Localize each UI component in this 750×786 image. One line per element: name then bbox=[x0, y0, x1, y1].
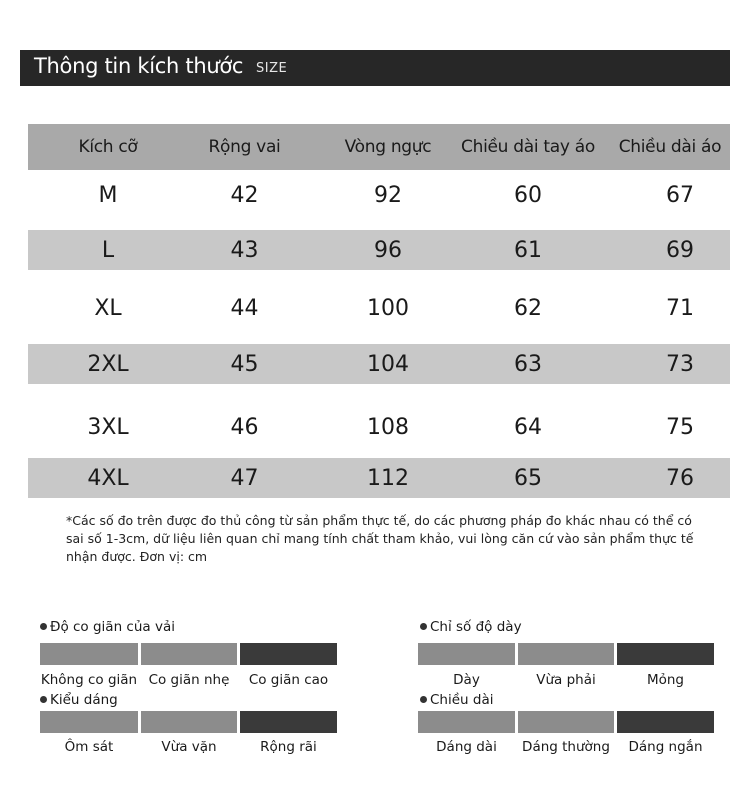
thickness-option-label: Dày bbox=[453, 672, 480, 688]
table-header-row bbox=[28, 124, 730, 170]
cell-shoulder: 42 bbox=[230, 182, 259, 208]
table-row bbox=[28, 403, 730, 451]
stretch-segment-1 bbox=[40, 643, 138, 665]
cell-size: 3XL bbox=[87, 414, 129, 440]
cell-chest: 104 bbox=[367, 351, 409, 377]
header-cell-sleeve: Chiều dài tay áo bbox=[461, 137, 595, 157]
cell-shoulder: 44 bbox=[230, 295, 259, 321]
fit-option-label: Vừa vặn bbox=[161, 739, 217, 755]
cell-chest: 112 bbox=[367, 465, 409, 491]
cell-size: XL bbox=[94, 295, 122, 321]
cell-shoulder: 47 bbox=[230, 465, 259, 491]
fit-segment-2 bbox=[141, 711, 237, 733]
cell-size: 2XL bbox=[87, 351, 129, 377]
cell-sleeve: 62 bbox=[514, 295, 542, 321]
bullet-icon bbox=[420, 623, 427, 630]
cell-sleeve: 61 bbox=[514, 237, 542, 263]
fit-segment-3 bbox=[240, 711, 337, 733]
thickness-title: Chỉ số độ dày bbox=[420, 619, 522, 635]
stretch-option-label: Không co giãn bbox=[40, 672, 138, 688]
length-segment-2 bbox=[518, 711, 614, 733]
cell-length: 76 bbox=[666, 465, 694, 491]
length-option-label: Dáng ngắn bbox=[628, 739, 703, 755]
table-row bbox=[28, 344, 730, 384]
bullet-icon bbox=[40, 696, 47, 703]
header-cell-size: Kích cỡ bbox=[78, 137, 138, 157]
header-bar bbox=[20, 50, 730, 86]
cell-sleeve: 60 bbox=[514, 182, 542, 208]
cell-size: L bbox=[101, 237, 115, 263]
cell-size: M bbox=[98, 182, 118, 208]
length-option-label: Dáng dài bbox=[436, 739, 497, 755]
cell-length: 69 bbox=[666, 237, 694, 263]
thickness-segment-1 bbox=[418, 643, 515, 665]
table-row bbox=[28, 230, 730, 270]
thickness-segment-2 bbox=[518, 643, 614, 665]
cell-sleeve: 63 bbox=[514, 351, 542, 377]
cell-chest: 92 bbox=[374, 182, 402, 208]
header-cell-chest: Vòng ngực bbox=[344, 137, 432, 157]
cell-shoulder: 45 bbox=[230, 351, 259, 377]
bullet-icon bbox=[40, 623, 47, 630]
cell-chest: 100 bbox=[367, 295, 409, 321]
fit-option-label: Ôm sát bbox=[64, 739, 114, 755]
stretch-option-label: Co giãn cao bbox=[248, 672, 329, 688]
cell-length: 71 bbox=[666, 295, 694, 321]
fit-segment-1 bbox=[40, 711, 138, 733]
fit-title: Kiểu dáng bbox=[40, 692, 118, 708]
length-option-label: Dáng thường bbox=[522, 739, 610, 755]
cell-length: 73 bbox=[666, 351, 694, 377]
table-row bbox=[28, 458, 730, 498]
length-title: Chiều dài bbox=[420, 692, 493, 708]
cell-shoulder: 43 bbox=[230, 237, 259, 263]
cell-size: 4XL bbox=[87, 465, 129, 491]
fit-option-label: Rộng rãi bbox=[260, 739, 317, 755]
measurement-note: *Các số đo trên được đo thủ công từ sản phẩm thực tế, do các phương pháp đo khác nhau có thể có sai số 1-3cm, dữ liệu liên quan chỉ mang tính chất tham khảo, vui lòng căn cứ vào sản phẩm thực tế nhận được. Đơn vị: cm bbox=[66, 513, 694, 564]
thickness-option-label: Vừa phải bbox=[536, 672, 596, 688]
cell-sleeve: 65 bbox=[514, 465, 542, 491]
cell-chest: 108 bbox=[367, 414, 409, 440]
bullet-icon bbox=[420, 696, 427, 703]
cell-length: 67 bbox=[666, 182, 694, 208]
stretch-segment-3 bbox=[240, 643, 337, 665]
stretch-title: Độ co giãn của vải bbox=[40, 619, 175, 635]
page-subtitle: SIZE bbox=[256, 61, 288, 76]
table-row bbox=[28, 284, 730, 332]
thickness-segment-3 bbox=[617, 643, 714, 665]
table-row bbox=[28, 171, 730, 219]
cell-length: 75 bbox=[666, 414, 694, 440]
length-segment-3 bbox=[617, 711, 714, 733]
cell-shoulder: 46 bbox=[230, 414, 259, 440]
header-cell-shoulder: Rộng vai bbox=[208, 137, 281, 157]
stretch-option-label: Co giãn nhẹ bbox=[148, 672, 230, 688]
stretch-segment-2 bbox=[141, 643, 237, 665]
header-cell-length: Chiều dài áo bbox=[618, 137, 722, 157]
cell-sleeve: 64 bbox=[514, 414, 542, 440]
cell-chest: 96 bbox=[374, 237, 402, 263]
length-segment-1 bbox=[418, 711, 515, 733]
thickness-option-label: Mỏng bbox=[646, 672, 685, 688]
page-title: Thông tin kích thước bbox=[34, 54, 244, 78]
